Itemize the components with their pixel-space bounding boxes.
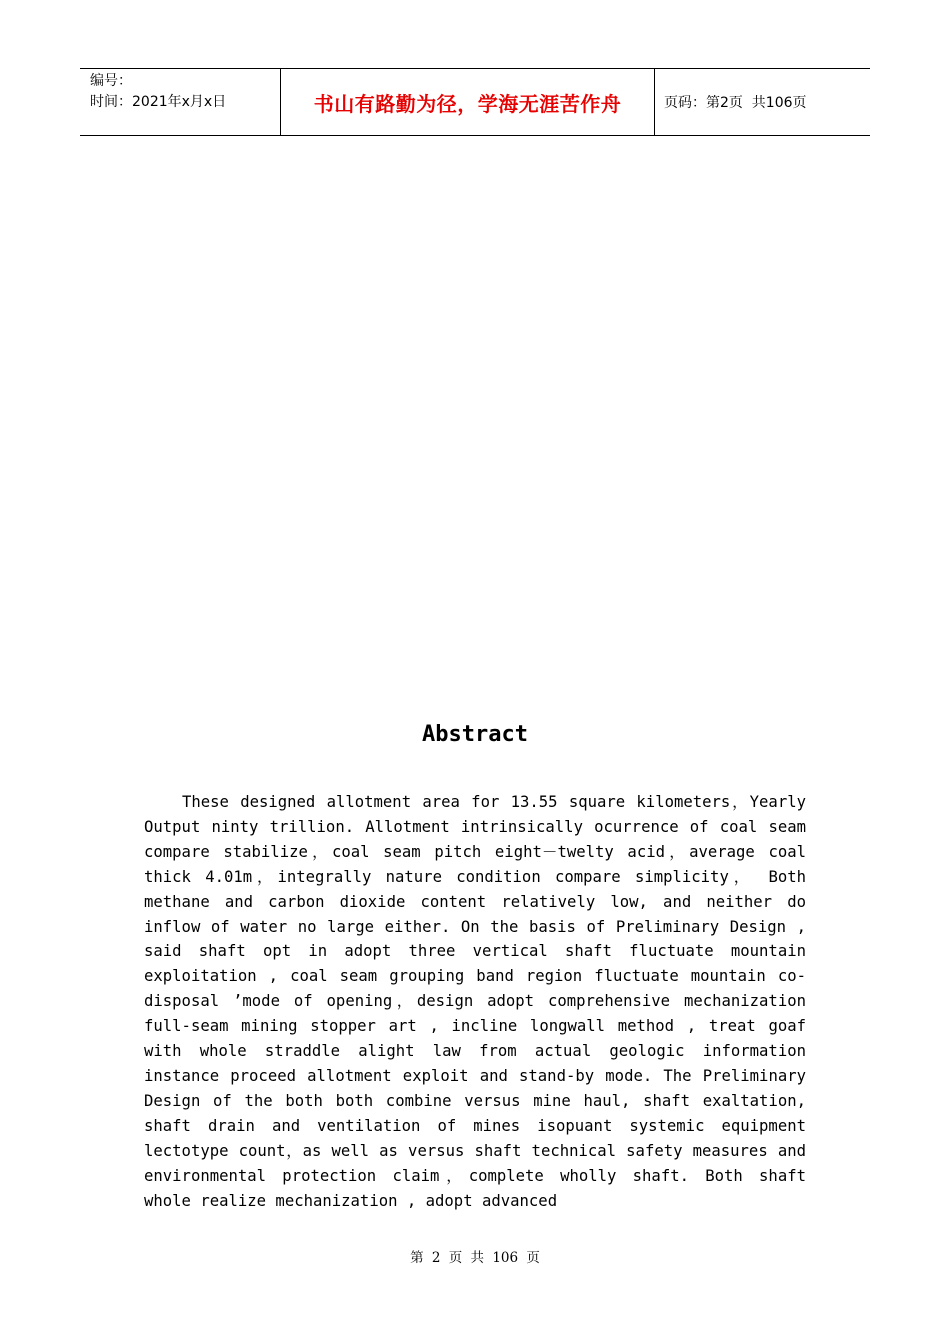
header-motto: 书山有路勤为径，学海无涯苦作舟	[313, 91, 622, 116]
document-header	[80, 68, 870, 136]
header-meta-cell	[80, 69, 281, 135]
document-date-label: 时间：2021年x月x日	[90, 94, 227, 110]
header-page-cell	[655, 69, 870, 135]
page-footer: 第 2 页 共 106 页	[410, 1250, 540, 1266]
document-number-label: 编号：	[90, 73, 132, 89]
abstract-body: These designed allotment area for 13.55 square kilometers，Yearly Output ninty trillion. Allotment intrinsically ocurrence of coal seam compare stabilize，coal seam pitch eight－twelty acid，average coal thick 4.01m，integrally nature condition compare simplicity， Both methane and carbon dioxide content relatively low, and neither do inflow of water no large either. On the basis of Preliminary Design , said shaft opt in adopt three vertical shaft fluctuate mountain exploitation , coal seam grouping band region fluctuate mountain co- disposal ’mode of opening，design adopt comprehensive mechanization full-seam mining stopper art , incline longwall method , treat goaf with whole straddle alight law from actual geologic information instance proceed allotment exploit and stand-by mode. The Preliminary Design of the both both combine versus mine haul, shaft exaltation, shaft drain and ventilation of mines isopuant systemic equipment lectotype count，as well as versus shaft technical safety measures and environmental protection claim，complete wholly shaft. Both shaft whole realize mechanization , adopt advanced	[144, 793, 806, 1210]
header-page-info: 页码：第2页 共106页	[664, 95, 807, 111]
abstract-title: Abstract	[422, 722, 528, 747]
header-motto-cell	[281, 69, 655, 135]
